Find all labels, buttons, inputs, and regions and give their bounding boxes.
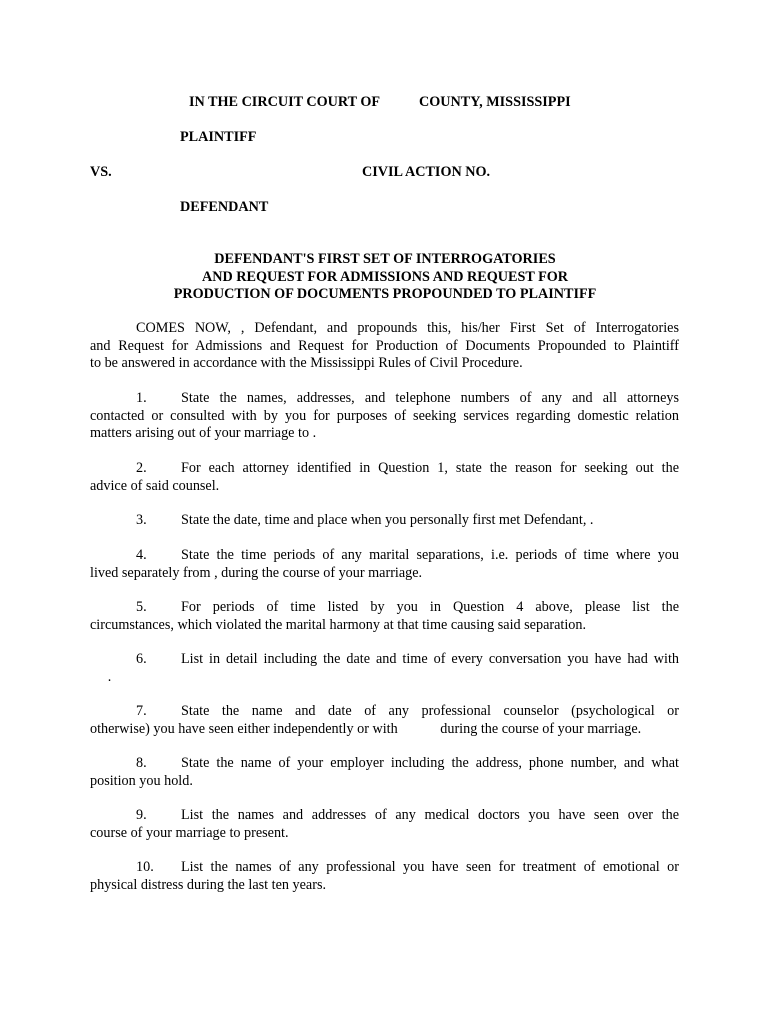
title-line-2: AND REQUEST FOR ADMISSIONS AND REQUEST FOR: [201, 268, 569, 285]
question-line: [90, 390, 679, 408]
civil-action-label: CIVIL ACTION NO.: [362, 164, 491, 180]
question-line: [90, 651, 679, 669]
question-line: physical distress during the last ten years.: [90, 876, 327, 893]
question-10: [90, 859, 679, 894]
question-number: 7.: [136, 703, 147, 719]
question-line: [90, 460, 679, 478]
question-line: [90, 599, 679, 617]
question-text: List the names of any professional you have seen for treatment of emotional or: [181, 859, 679, 875]
intro-line-1: COMES NOW, , Defendant, and propounds this, his/her First Set of Interrogatories: [136, 320, 679, 336]
question-text: State the name and date of any professional counselor (psychological or: [181, 703, 679, 719]
question-line: advice of said counsel.: [90, 477, 220, 494]
title-line-1: DEFENDANT'S FIRST SET OF INTERROGATORIES: [214, 251, 556, 267]
question-6: [90, 651, 679, 686]
question-line: circumstances, which violated the marital harmony at that time causing said separation.: [90, 616, 587, 633]
question-text: State the name of your employer including the address, phone number, and what: [181, 755, 679, 771]
question-line: contacted or consulted with by you for purposes of seeking services regarding domestic relation: [90, 407, 679, 424]
question-line: matters arising out of your marriage to .: [90, 425, 317, 441]
question-text: For each attorney identified in Question 1, state the reason for seeking out the: [181, 460, 679, 476]
question-line: [90, 859, 679, 877]
question-text: List the names and addresses of any medical doctors you have seen over the: [181, 807, 679, 823]
question-line: otherwise) you have seen either independently or with during the course of your marriage.: [90, 720, 642, 737]
question-text: List in detail including the date and time of every conversation you have had with: [181, 651, 679, 667]
question-7: [90, 703, 679, 738]
question-line: position you hold.: [90, 772, 193, 789]
question-line: [90, 512, 679, 530]
question-line: [90, 703, 679, 721]
intro-paragraph: [90, 320, 679, 373]
question-9: [90, 807, 679, 842]
question-number: 6.: [136, 651, 147, 667]
question-3: [90, 512, 679, 530]
question-number: 9.: [136, 807, 147, 823]
question-line: [90, 547, 679, 565]
question-number: 10.: [136, 859, 154, 875]
versus-label: VS.: [90, 164, 112, 180]
question-number: 2.: [136, 460, 147, 476]
question-line: .: [90, 668, 112, 685]
question-number: 1.: [136, 390, 147, 406]
question-line: course of your marriage to present.: [90, 824, 289, 841]
question-line: [90, 807, 679, 825]
court-county: COUNTY, MISSISSIPPI: [419, 94, 571, 110]
question-text: State the names, addresses, and telephone numbers of any and all attorneys: [181, 390, 679, 406]
title-line-3: PRODUCTION OF DOCUMENTS PROPOUNDED TO PLAINTIFF: [173, 286, 597, 302]
question-5: [90, 599, 679, 634]
intro-line-2: and Request for Admissions and Request for Production of Documents Propounded to Plaintiff: [90, 337, 679, 354]
question-1: [90, 390, 679, 443]
question-text: State the time periods of any marital separations, i.e. periods of time where you: [181, 547, 679, 563]
question-text: State the date, time and place when you personally first met Defendant, .: [181, 512, 594, 528]
question-number: 3.: [136, 512, 147, 528]
defendant-label: DEFENDANT: [180, 199, 269, 215]
document-title: [90, 251, 680, 304]
question-8: [90, 755, 679, 790]
court-name-left: IN THE CIRCUIT COURT OF: [189, 94, 381, 110]
question-text: For periods of time listed by you in Question 4 above, please list the: [181, 599, 679, 615]
question-number: 8.: [136, 755, 147, 771]
question-line: lived separately from , during the course of your marriage.: [90, 564, 423, 581]
question-line: [90, 755, 679, 773]
question-number: 5.: [136, 599, 147, 615]
question-4: [90, 547, 679, 582]
question-number: 4.: [136, 547, 147, 563]
intro-line-3: to be answered in accordance with the Mississippi Rules of Civil Procedure.: [90, 355, 523, 371]
question-2: [90, 460, 679, 495]
plaintiff-label: PLAINTIFF: [180, 129, 257, 145]
